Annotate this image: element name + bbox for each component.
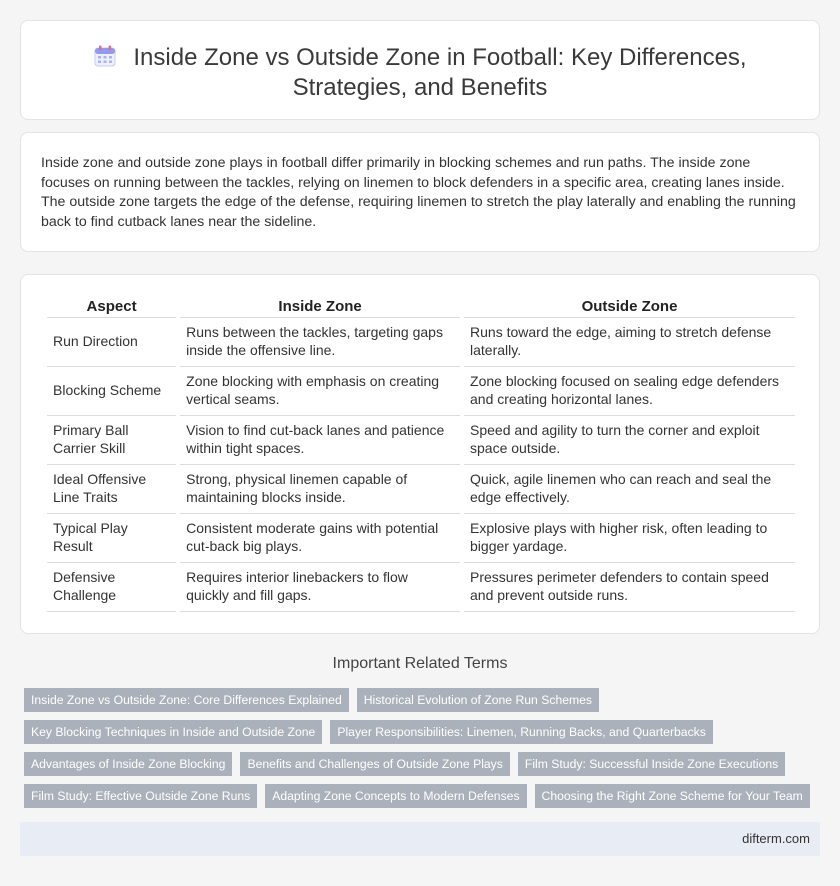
column-header-inside-zone: Inside Zone [180, 297, 460, 318]
comparison-card [20, 274, 820, 634]
outside-zone-cell: Zone blocking focused on sealing edge defenders and creating horizontal lanes. [464, 367, 795, 416]
related-term-link[interactable]: Benefits and Challenges of Outside Zone Plays [240, 752, 509, 776]
intro-paragraph: Inside zone and outside zone plays in football differ primarily in blocking schemes and run paths. The inside zone focuses on running between the tackles, relying on linemen to block defenders in a specific area, creating lanes inside. The outside zone targets the edge of the defense, requiring linemen to stretch the play laterally and enabling the running back to find cutback lanes near the sideline. [41, 155, 796, 230]
table-header-row [47, 297, 795, 318]
page-title-wrap [21, 43, 819, 103]
tag-row [24, 688, 816, 712]
footer [20, 822, 820, 856]
related-term-link[interactable]: Inside Zone vs Outside Zone: Core Differences Explained [24, 688, 349, 712]
related-term-link[interactable]: Player Responsibilities: Linemen, Running Backs, and Quarterbacks [330, 720, 713, 744]
header-card [20, 20, 820, 120]
aspect-cell: Defensive Challenge [47, 563, 176, 612]
table-row [47, 367, 795, 416]
footer-site-link[interactable]: difterm.com [742, 831, 810, 846]
inside-zone-cell: Strong, physical linemen capable of maintaining blocks inside. [180, 465, 460, 514]
related-term-link[interactable]: Choosing the Right Zone Scheme for Your Team [535, 784, 810, 808]
page-title: Inside Zone vs Outside Zone in Football: Key Differences, Strategies, and Benefits [133, 44, 747, 101]
inside-zone-cell: Vision to find cut-back lanes and patience within tight spaces. [180, 416, 460, 465]
table-row [47, 563, 795, 612]
aspect-cell: Primary Ball Carrier Skill [47, 416, 176, 465]
aspect-cell: Ideal Offensive Line Traits [47, 465, 176, 514]
outside-zone-cell: Runs toward the edge, aiming to stretch defense laterally. [464, 318, 795, 367]
table-row [47, 318, 795, 367]
table-row [47, 416, 795, 465]
outside-zone-cell: Speed and agility to turn the corner and exploit space outside. [464, 416, 795, 465]
inside-zone-cell: Zone blocking with emphasis on creating vertical seams. [180, 367, 460, 416]
aspect-cell: Typical Play Result [47, 514, 176, 563]
related-term-link[interactable]: Advantages of Inside Zone Blocking [24, 752, 232, 776]
inside-zone-cell: Consistent moderate gains with potential cut-back big plays. [180, 514, 460, 563]
inside-zone-cell: Runs between the tackles, targeting gaps inside the offensive line. [180, 318, 460, 367]
related-term-link[interactable]: Film Study: Successful Inside Zone Executions [518, 752, 785, 776]
aspect-cell: Run Direction [47, 318, 176, 367]
column-header-outside-zone: Outside Zone [464, 297, 795, 318]
intro-card [20, 132, 820, 252]
table-row [47, 465, 795, 514]
calendar-icon [93, 44, 117, 68]
related-terms-list [24, 688, 816, 816]
related-term-link[interactable]: Adapting Zone Concepts to Modern Defenses [265, 784, 526, 808]
related-term-link[interactable]: Film Study: Effective Outside Zone Runs [24, 784, 257, 808]
aspect-cell: Blocking Scheme [47, 367, 176, 416]
tag-row [24, 752, 816, 776]
inside-zone-cell: Requires interior linebackers to flow quickly and fill gaps. [180, 563, 460, 612]
tag-row [24, 720, 816, 744]
comparison-table [43, 297, 799, 612]
related-term-link[interactable]: Historical Evolution of Zone Run Schemes [357, 688, 599, 712]
outside-zone-cell: Explosive plays with higher risk, often leading to bigger yardage. [464, 514, 795, 563]
tag-row [24, 784, 816, 808]
outside-zone-cell: Quick, agile linemen who can reach and seal the edge effectively. [464, 465, 795, 514]
column-header-aspect: Aspect [47, 297, 176, 318]
outside-zone-cell: Pressures perimeter defenders to contain speed and prevent outside runs. [464, 563, 795, 612]
table-row [47, 514, 795, 563]
related-terms-title: Important Related Terms [332, 655, 508, 672]
related-term-link[interactable]: Key Blocking Techniques in Inside and Outside Zone [24, 720, 322, 744]
